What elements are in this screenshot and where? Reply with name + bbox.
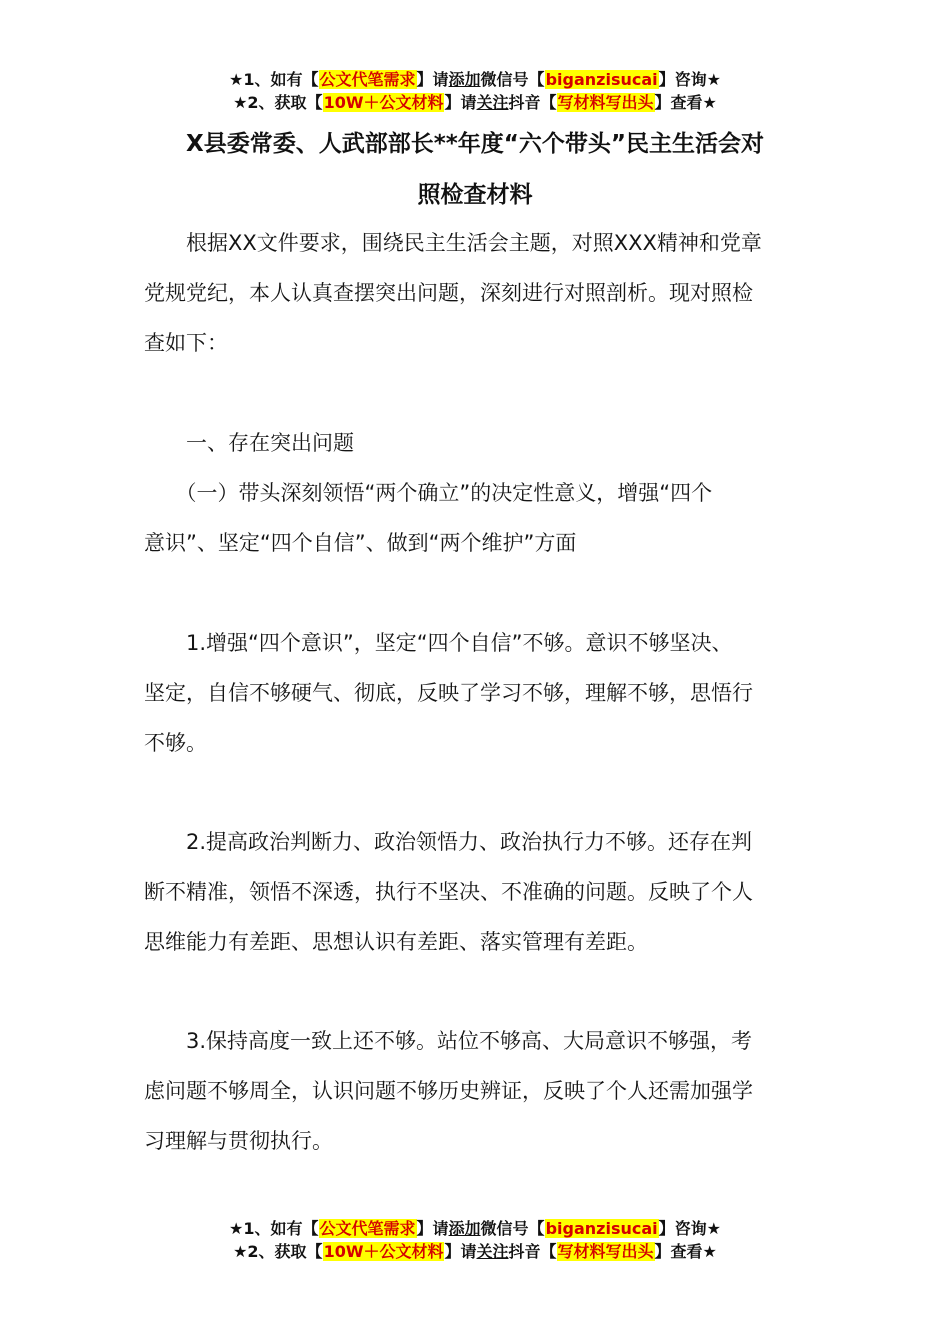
banner-text: 】请 [444,93,477,112]
banner-highlight-douyin: 写材料写出头 [557,1242,654,1261]
item-1-line-3: 不够。 [144,731,207,755]
footer-banner [0,1217,950,1263]
banner-emphasis: 关注 [476,1242,509,1261]
intro-paragraph-line-2: 党规党纪，本人认真查摆突出问题，深刻进行对照剖析。现对照检 [144,281,753,305]
banner-emphasis: 添加 [448,1219,481,1238]
banner-highlight-materials: 10W＋公文材料 [323,93,444,112]
item-1-line-1: 1.增强“四个意识”，坚定“四个自信”不够。意识不够坚决、 [144,631,733,655]
banner-text: ★1、如有【 [229,70,319,89]
banner-text: 抖音【 [508,1242,557,1261]
banner-text: 】请 [416,70,449,89]
banner-line-1 [0,1217,950,1240]
header-banner [0,68,950,114]
banner-text: 】查看★ [654,93,717,112]
banner-text: 】咨询★ [658,70,721,89]
banner-emphasis: 添加 [448,70,481,89]
document-title-line-2: 照检查材料 [417,182,533,208]
item-2-line-2: 断不精准，领悟不深透，执行不坚决、不准确的问题。反映了个人 [144,880,753,904]
banner-highlight-service: 公文代笔需求 [319,1219,416,1238]
banner-text: 】请 [444,1242,477,1261]
subsection-heading-line-2: 意识”、坚定“四个自信”、做到“两个维护”方面 [144,531,577,555]
banner-highlight-wechat-id: biganzisucai [545,70,658,89]
banner-text: ★1、如有【 [229,1219,319,1238]
banner-text: 】查看★ [654,1242,717,1261]
banner-highlight-douyin: 写材料写出头 [557,93,654,112]
banner-text: 微信号【 [480,1219,545,1238]
item-3-line-3: 习理解与贯彻执行。 [144,1129,333,1153]
intro-paragraph-line-1: 根据XX文件要求，围绕民主生活会主题，对照XXX精神和党章 [144,231,762,255]
banner-text: 】请 [416,1219,449,1238]
banner-text: 微信号【 [480,70,545,89]
banner-highlight-materials: 10W＋公文材料 [323,1242,444,1261]
banner-text: 】咨询★ [658,1219,721,1238]
section-heading: 一、存在突出问题 [144,431,354,455]
banner-highlight-service: 公文代笔需求 [319,70,416,89]
item-3-line-1: 3.保持高度一致上还不够。站位不够高、大局意识不够强，考 [144,1029,753,1053]
item-1-line-2: 坚定，自信不够硬气、彻底，反映了学习不够，理解不够，思悟行 [144,681,753,705]
banner-line-2 [0,1240,950,1263]
item-2-line-1: 2.提高政治判断力、政治领悟力、政治执行力不够。还存在判 [144,830,753,854]
banner-emphasis: 关注 [476,93,509,112]
banner-highlight-wechat-id: biganzisucai [545,1219,658,1238]
item-3-line-2: 虑问题不够周全，认识问题不够历史辨证，反映了个人还需加强学 [144,1079,753,1103]
intro-paragraph-line-3: 查如下： [144,331,228,355]
document-title-line-1: X县委常委、人武部部长**年度“六个带头”民主生活会对 [185,131,765,157]
item-2-line-3: 思维能力有差距、思想认识有差距、落实管理有差距。 [144,930,648,954]
banner-text: ★2、获取【 [233,93,323,112]
subsection-heading-line-1: （一）带头深刻领悟“两个确立”的决定性意义，增强“四个 [144,481,713,505]
banner-line-1 [0,68,950,91]
banner-text: ★2、获取【 [233,1242,323,1261]
banner-text: 抖音【 [508,93,557,112]
banner-line-2 [0,91,950,114]
